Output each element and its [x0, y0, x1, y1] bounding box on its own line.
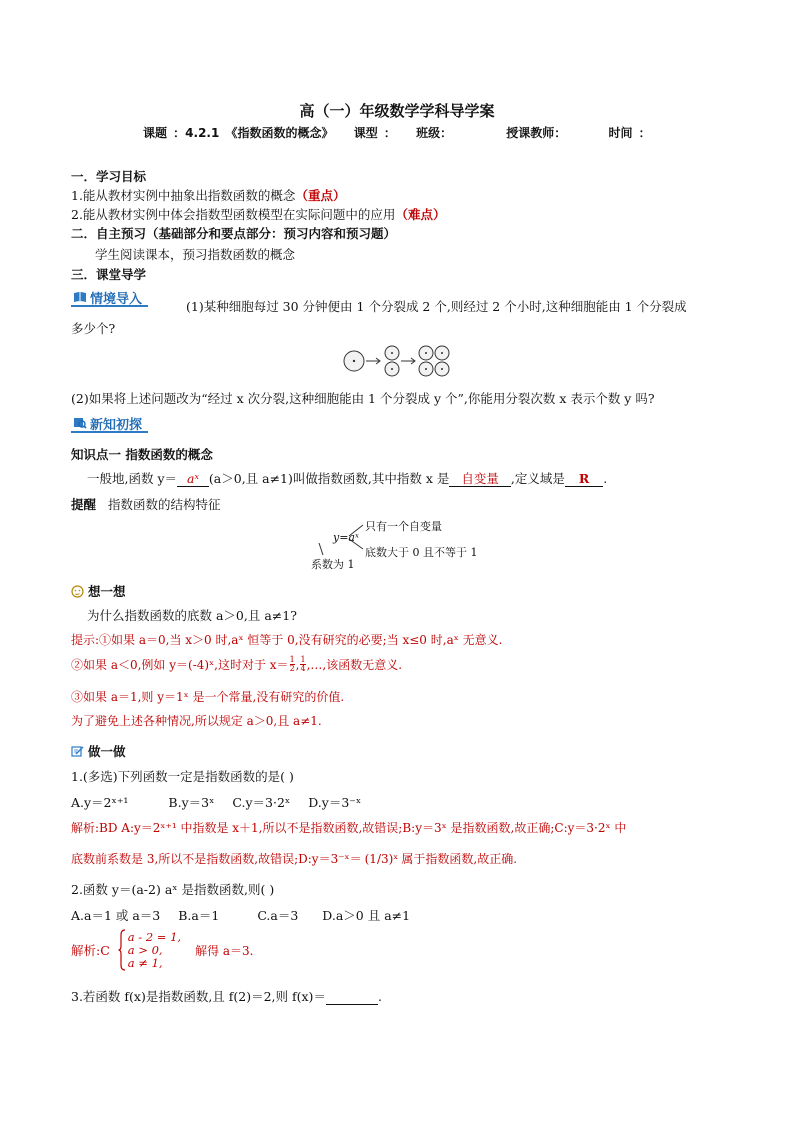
q2-answer: [71, 928, 254, 972]
structure-expression: y=aˣ: [333, 531, 359, 544]
newknow-banner: [71, 414, 148, 433]
pencil-note-icon: [71, 745, 84, 758]
arrow-icon: [401, 358, 415, 364]
cell-stage-2: [385, 346, 399, 376]
practice-label: 做一做: [88, 744, 126, 759]
definition-answer-1: aˣ: [177, 472, 209, 487]
fraction-quarter: [300, 656, 305, 673]
definition-answer-3: R: [565, 472, 603, 487]
page-title: 高（一）年级数学学科导学案: [299, 102, 495, 120]
situation-label: 情境导入: [90, 291, 143, 307]
tip-text: 指数函数的结构特征: [107, 497, 221, 512]
fraction-quarter-num: 1: [300, 655, 306, 664]
cell-stage-1: [344, 351, 364, 371]
q1-option-b: B.y＝3ˣ: [168, 795, 215, 810]
q2-equation-3: a ≠ 1,: [127, 955, 163, 970]
q1-option-a: A.y＝2ˣ⁺¹: [71, 795, 129, 810]
definition-part-4: .: [603, 471, 608, 486]
think-hint-1: 提示:①如果 a＝0,当 x＞0 时,aˣ 恒等于 0,没有研究的必要;当 x≤0 时,aˣ 无意义.: [71, 633, 503, 647]
objective-2-text: 2.能从教材实例中体会指数型函数模型在实际问题中的应用: [71, 207, 396, 222]
cell-division-diagram: [340, 344, 455, 378]
book-icon: [73, 291, 87, 303]
structure-diagram: [305, 515, 505, 571]
q3-end: .: [377, 989, 382, 1004]
time-label: 时间 ：: [608, 126, 651, 140]
q2-option-c: C.a＝3: [257, 908, 299, 923]
q1-answer-line-1: 解析:BD A:y＝2ˣ⁺¹ 中指数是 x＋1,所以不是指数函数,故错误;B:y＝3ˣ 是指数函数,故正确;C:y＝3·2ˣ 中: [71, 821, 627, 835]
situation-q1-line1: (1)某种细胞每过 30 分钟便由 1 个分裂成 2 个,则经过 2 个小时,这种细胞能由 1 个分裂成: [186, 299, 687, 314]
q1-answer-expression: (1/3)ˣ: [364, 852, 399, 866]
newknow-label: 新知初探: [90, 417, 143, 433]
think-heading: [71, 582, 126, 600]
lesson-info-line: [143, 124, 665, 141]
tip-line: [71, 495, 220, 513]
fraction-half-den: 2: [289, 664, 295, 673]
think-label: 想一想: [88, 584, 126, 599]
situation-q2: (2)如果将上述问题改为“经过 x 次分裂,这种细胞能由 1 个分裂成 y 个”,你能用分裂次数 x 表示个数 y 吗?: [71, 391, 655, 406]
definition-part-1: 一般地,函数 y＝: [87, 471, 178, 486]
q3-answer-blank[interactable]: [326, 992, 378, 1005]
objective-1: [71, 186, 345, 204]
think-question: 为什么指数函数的底数 a＞0,且 a≠1?: [87, 608, 297, 623]
structure-feature-3: 系数为 1: [311, 558, 355, 571]
q2-equation-2: a > 0,: [127, 942, 163, 957]
practice-q1-options: [71, 793, 361, 811]
definition-part-3: ,定义域是: [510, 471, 565, 486]
tip-label: 提醒: [71, 497, 97, 512]
fraction-half: [290, 656, 295, 673]
definition-part-2: (a＞0,且 a≠1)叫做指数函数,其中指数 x 是: [208, 471, 450, 486]
think-hint-3: ③如果 a＝1,则 y＝1ˣ 是一个常量,没有研究的价值.: [71, 690, 345, 704]
knowledge-point-title: 知识点一 指数函数的概念: [71, 447, 213, 462]
situation-banner: [71, 288, 148, 307]
section-objectives-heading: 一．学习目标: [71, 169, 147, 184]
teacher-label: 授课教师：: [506, 126, 567, 140]
q3-text: 3.若函数 f(x)是指数函数,且 f(2)＝2,则 f(x)＝: [71, 989, 326, 1004]
situation-q1-line2: 多少个?: [71, 321, 116, 336]
q2-option-d: D.a＞0 且 a≠1: [322, 908, 411, 923]
practice-heading: [71, 742, 126, 760]
fraction-half-num: 1: [289, 655, 295, 664]
topic-label: 课题 ：4.2.1 《指数函数的概念》: [143, 126, 334, 140]
structure-feature-2: 底数大于 0 且不等于 1: [365, 546, 478, 559]
q1-answer-tail: 属于指数函数,故正确.: [401, 852, 518, 866]
q1-answer-line-2: [71, 850, 517, 867]
think-hint-4: 为了避免上述各种情况,所以规定 a＞0,且 a≠1.: [71, 714, 322, 728]
left-brace-icon: [118, 929, 126, 971]
cell-stage-3: [419, 346, 449, 376]
class-label: 班级：: [416, 126, 453, 140]
think-hint-2-tail: ,…,该函数无意义.: [306, 658, 403, 672]
practice-q2-options: [71, 906, 410, 924]
q1-answer-text: 底数前系数是 3,所以不是指数函数,故错误;D:y＝3⁻ˣ＝: [71, 852, 362, 866]
section-classroom-heading: 三．课堂导学: [71, 267, 147, 282]
q2-answer-tail: 解得 a＝3.: [195, 943, 254, 958]
magnifier-icon: [73, 417, 87, 429]
thinking-face-icon: [71, 585, 84, 598]
objective-1-tag: （重点）: [295, 188, 346, 203]
q2-equation-1: a - 2 = 1,: [127, 929, 182, 944]
practice-q3: [71, 987, 382, 1005]
definition-line: [87, 469, 607, 487]
q1-option-c: C.y＝3·2ˣ: [232, 795, 291, 810]
objective-1-text: 1.能从教材实例中抽象出指数函数的概念: [71, 188, 296, 203]
definition-answer-2: 自变量: [449, 472, 511, 487]
arrow-icon: [366, 358, 380, 364]
fraction-quarter-den: 4: [300, 664, 306, 673]
preview-text: 学生阅读课本，预习指数函数的概念: [95, 247, 296, 262]
objective-2: [71, 205, 445, 223]
practice-q2: 2.函数 y＝(a-2) aˣ 是指数函数,则( ): [71, 882, 275, 897]
structure-feature-1: 只有一个自变量: [365, 520, 442, 533]
objective-2-tag: （难点）: [395, 207, 446, 222]
q2-option-b: B.a＝1: [178, 908, 220, 923]
q2-answer-label: 解析:C: [71, 943, 110, 958]
section-preview-heading: 二．自主预习（基础部分和要点部分：预习内容和预习题）: [71, 226, 397, 241]
lesson-type-label: 课型 ：: [353, 126, 396, 140]
think-hint-2-text: ②如果 a＜0,例如 y＝(-4)ˣ,这时对于 x＝: [71, 658, 289, 672]
think-hint-2: ②如果 a＜0,例如 y＝(-4)ˣ,这时对于 x＝ $\frac{1}{2}$ , $\frac{1}{4}$ ,…,该函数无意义.: [71, 655, 403, 673]
practice-q1: 1.(多选)下列函数一定是指数函数的是( ): [71, 769, 294, 784]
q2-option-a: A.a＝1 或 a＝3: [71, 908, 161, 923]
q1-option-d: D.y＝3⁻ˣ: [308, 795, 362, 810]
q2-equation-system: [128, 931, 181, 970]
